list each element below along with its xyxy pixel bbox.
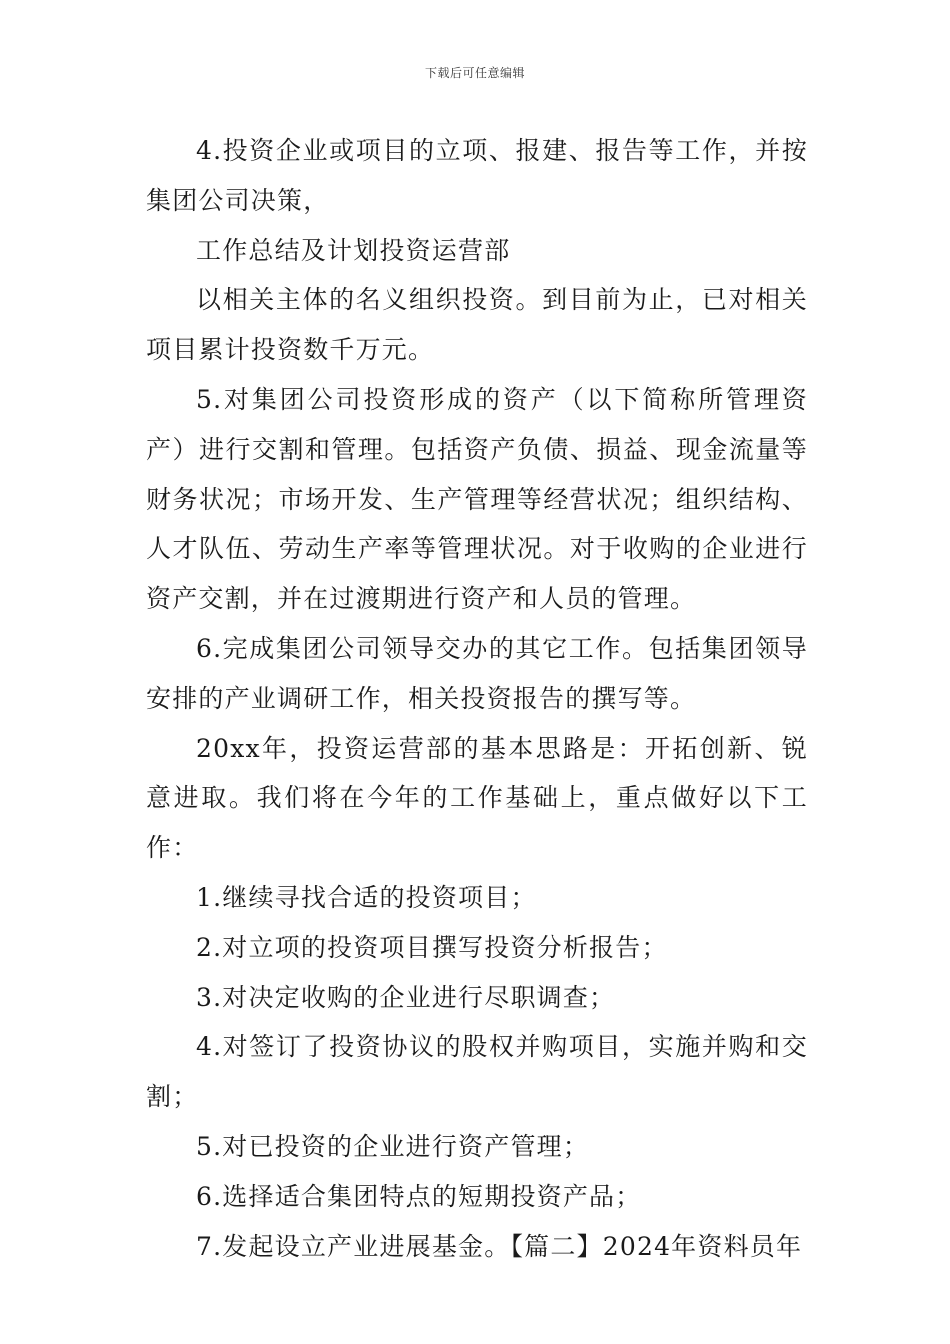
paragraph: 5.对集团公司投资形成的资产（以下简称所管理资产）进行交割和管理。包括资产负债、损益、现金流量等财务状况；市场开发、生产管理等经营状况；组织结构、人才队伍、劳动生产率等管理状况。对于收购的企业进行资产交割，并在过渡期进行资产和人员的管理。: [146, 384, 808, 614]
list-item: 2.对立项的投资项目撰写投资分析报告；: [196, 932, 668, 962]
paragraph: 工作总结及计划投资运营部: [196, 235, 511, 265]
paragraph: 以相关主体的名义组织投资。到目前为止，已对相关项目累计投资数千万元。: [146, 285, 808, 365]
list-item: 4.对签订了投资协议的股权并购项目，实施并购和交割；: [146, 1032, 808, 1112]
paragraph: 20xx年，投资运营部的基本思路是：开拓创新、锐意进取。我们将在今年的工作基础上，重点做好以下工作：: [146, 733, 808, 863]
list-item: 6.选择适合集团特点的短期投资产品；: [196, 1181, 642, 1211]
paragraph: 4.投资企业或项目的立项、报建、报告等工作，并按集团公司决策，: [146, 136, 808, 215]
list-item: 3.对决定收购的企业进行尽职调查；: [196, 982, 616, 1012]
list-item: 1.继续寻找合适的投资项目；: [196, 882, 537, 912]
paragraph: 6.完成集团公司领导交办的其它工作。包括集团领导安排的产业调研工作，相关投资报告的撰写等。: [146, 633, 808, 713]
list-item: 5.对已投资的企业进行资产管理；: [196, 1131, 590, 1161]
page-header: 下载后可任意编辑: [424, 66, 525, 80]
list-item: 7.发起设立产业进展基金。【篇二】2024年资料员年: [196, 1231, 803, 1261]
document-body: [146, 126, 808, 1271]
